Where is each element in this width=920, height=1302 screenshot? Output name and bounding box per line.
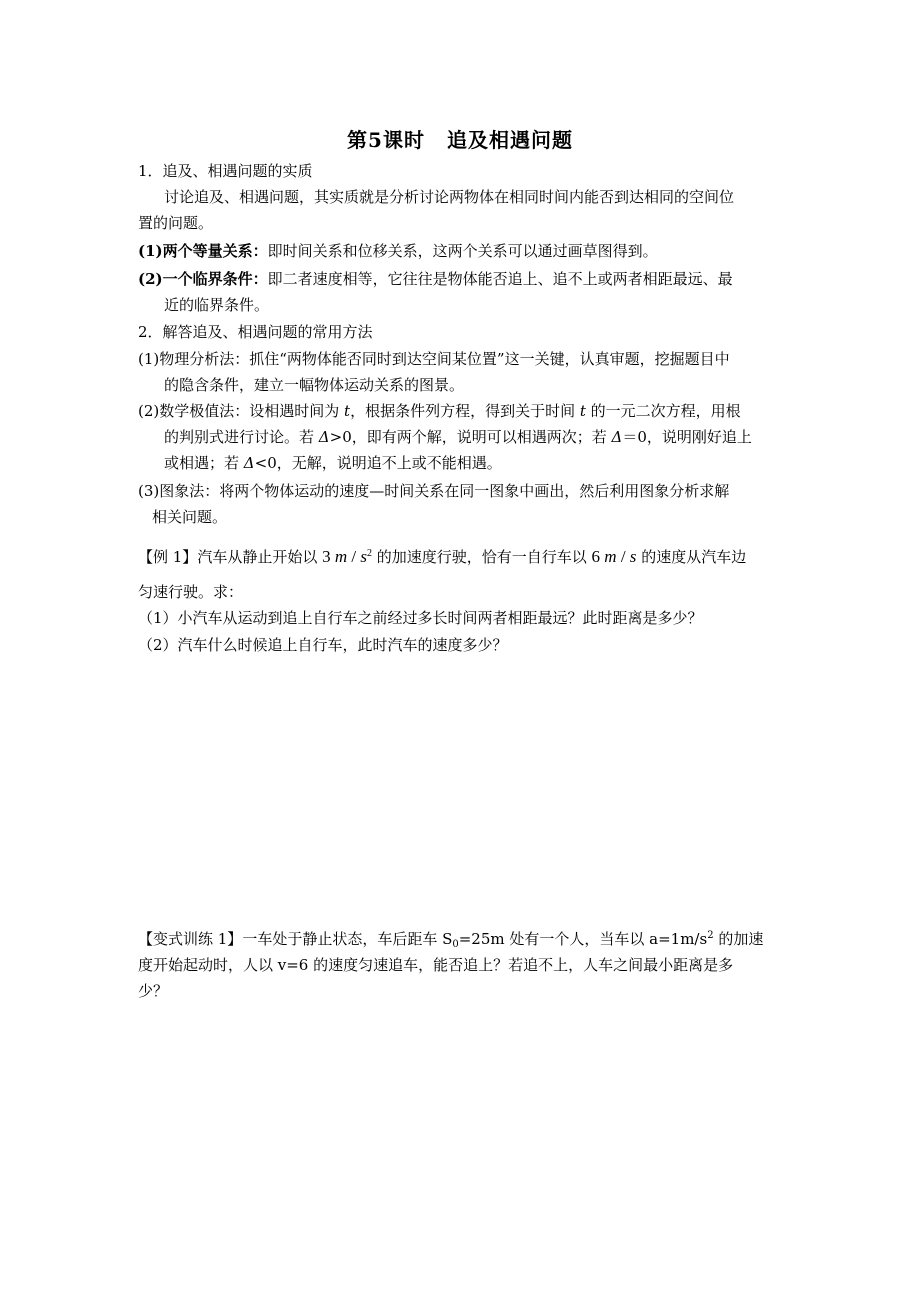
- example-1-line-2: 匀速行驶。求：: [138, 583, 244, 601]
- section-1-paragraph-line-2: 置的问题。: [138, 214, 214, 232]
- critical-condition-item: [138, 268, 733, 290]
- title-topic: 追及相遇问题: [446, 128, 573, 152]
- var-t: t: [579, 402, 586, 420]
- method-2-line-3: 或相遇；若 Δ<0，无解，说明追不上或不能相遇。: [164, 454, 502, 472]
- speed-value: 6 m / s: [591, 547, 637, 566]
- critical-text-continued: 近的临界条件。: [164, 296, 270, 314]
- title-number: 5: [368, 128, 383, 152]
- method-2-line-2: 的判别式进行讨论。若 Δ>0，即有两个解，说明可以相遇两次；若 Δ＝0，说明刚好追上: [164, 428, 752, 446]
- example-1-line-1: 【例 1】汽车从静止开始以 3 m / $s^2$ 的加速度行驶，恰有一自行车以 6 m / s 的速度从汽车边: [138, 547, 747, 566]
- title-prefix: 第: [347, 128, 369, 152]
- page-title: [0, 124, 920, 153]
- variation-1-label: 【变式训练 1】: [138, 930, 243, 948]
- delta-symbol: Δ: [611, 428, 623, 446]
- relation-label: (1)两个等量关系：: [138, 242, 268, 260]
- var-t: t: [344, 402, 351, 420]
- example-1-label: 【例 1】: [138, 548, 198, 566]
- acceleration-value: 3 m / $s^2$: [322, 547, 372, 566]
- method-3-line-1: (3)图象法：将两个物体运动的速度—时间关系在同一图象中画出，然后利用图象分析求解: [138, 482, 730, 500]
- critical-label: (2)一个临界条件：: [138, 270, 268, 288]
- method-1-line-1: (1)物理分析法：抓住“两物体能否同时到达空间某位置”这一关键，认真审题，挖掘题目中: [138, 350, 730, 368]
- example-1-question-2: （2）汽车什么时候追上自行车，此时汽车的速度多少？: [138, 636, 508, 654]
- delta-symbol: Δ: [243, 454, 255, 472]
- method-1-line-2: 的隐含条件，建立一幅物体运动关系的图景。: [164, 376, 465, 394]
- section-2-heading: 2．解答追及、相遇问题的常用方法: [138, 323, 373, 341]
- relation-item: [138, 240, 658, 262]
- relation-text: 即时间关系和位移关系，这两个关系可以通过画草图得到。: [267, 242, 658, 260]
- section-1-paragraph-line-1: 讨论追及、相遇问题，其实质就是分析讨论两物体在相同时间内能否到达相同的空间位: [164, 188, 735, 206]
- delta-symbol: Δ: [318, 428, 330, 446]
- variation-1-line-3: 少？: [138, 982, 169, 1000]
- title-lesson: 课时: [382, 128, 425, 152]
- method-2-line-1: (2)数学极值法：设相遇时间为 t，根据条件列方程，得到关于时间 t 的一元二次方程，用根: [138, 402, 741, 420]
- example-1-question-1: （1）小汽车从运动到追上自行车之前经过多长时间两者相距最远？此时距离是多少？: [138, 609, 703, 627]
- critical-text: 即二者速度相等，它往往是物体能否追上、追不上或两者相距最远、最: [267, 270, 733, 288]
- variation-1-line-2: 度开始起动时，人以 v=6 的速度匀速追车，能否追上？若追不上，人车之间最小距离是多: [138, 956, 734, 974]
- section-1-heading: 1．追及、相遇问题的实质: [138, 162, 313, 180]
- method-3-line-2: 相关问题。: [152, 508, 228, 526]
- variation-1-line-1: 【变式训练 1】一车处于静止状态，车后距车 $S_0=25m$ 处有一个人，当车以 $a=1m/s^2$ 的加速: [138, 930, 764, 950]
